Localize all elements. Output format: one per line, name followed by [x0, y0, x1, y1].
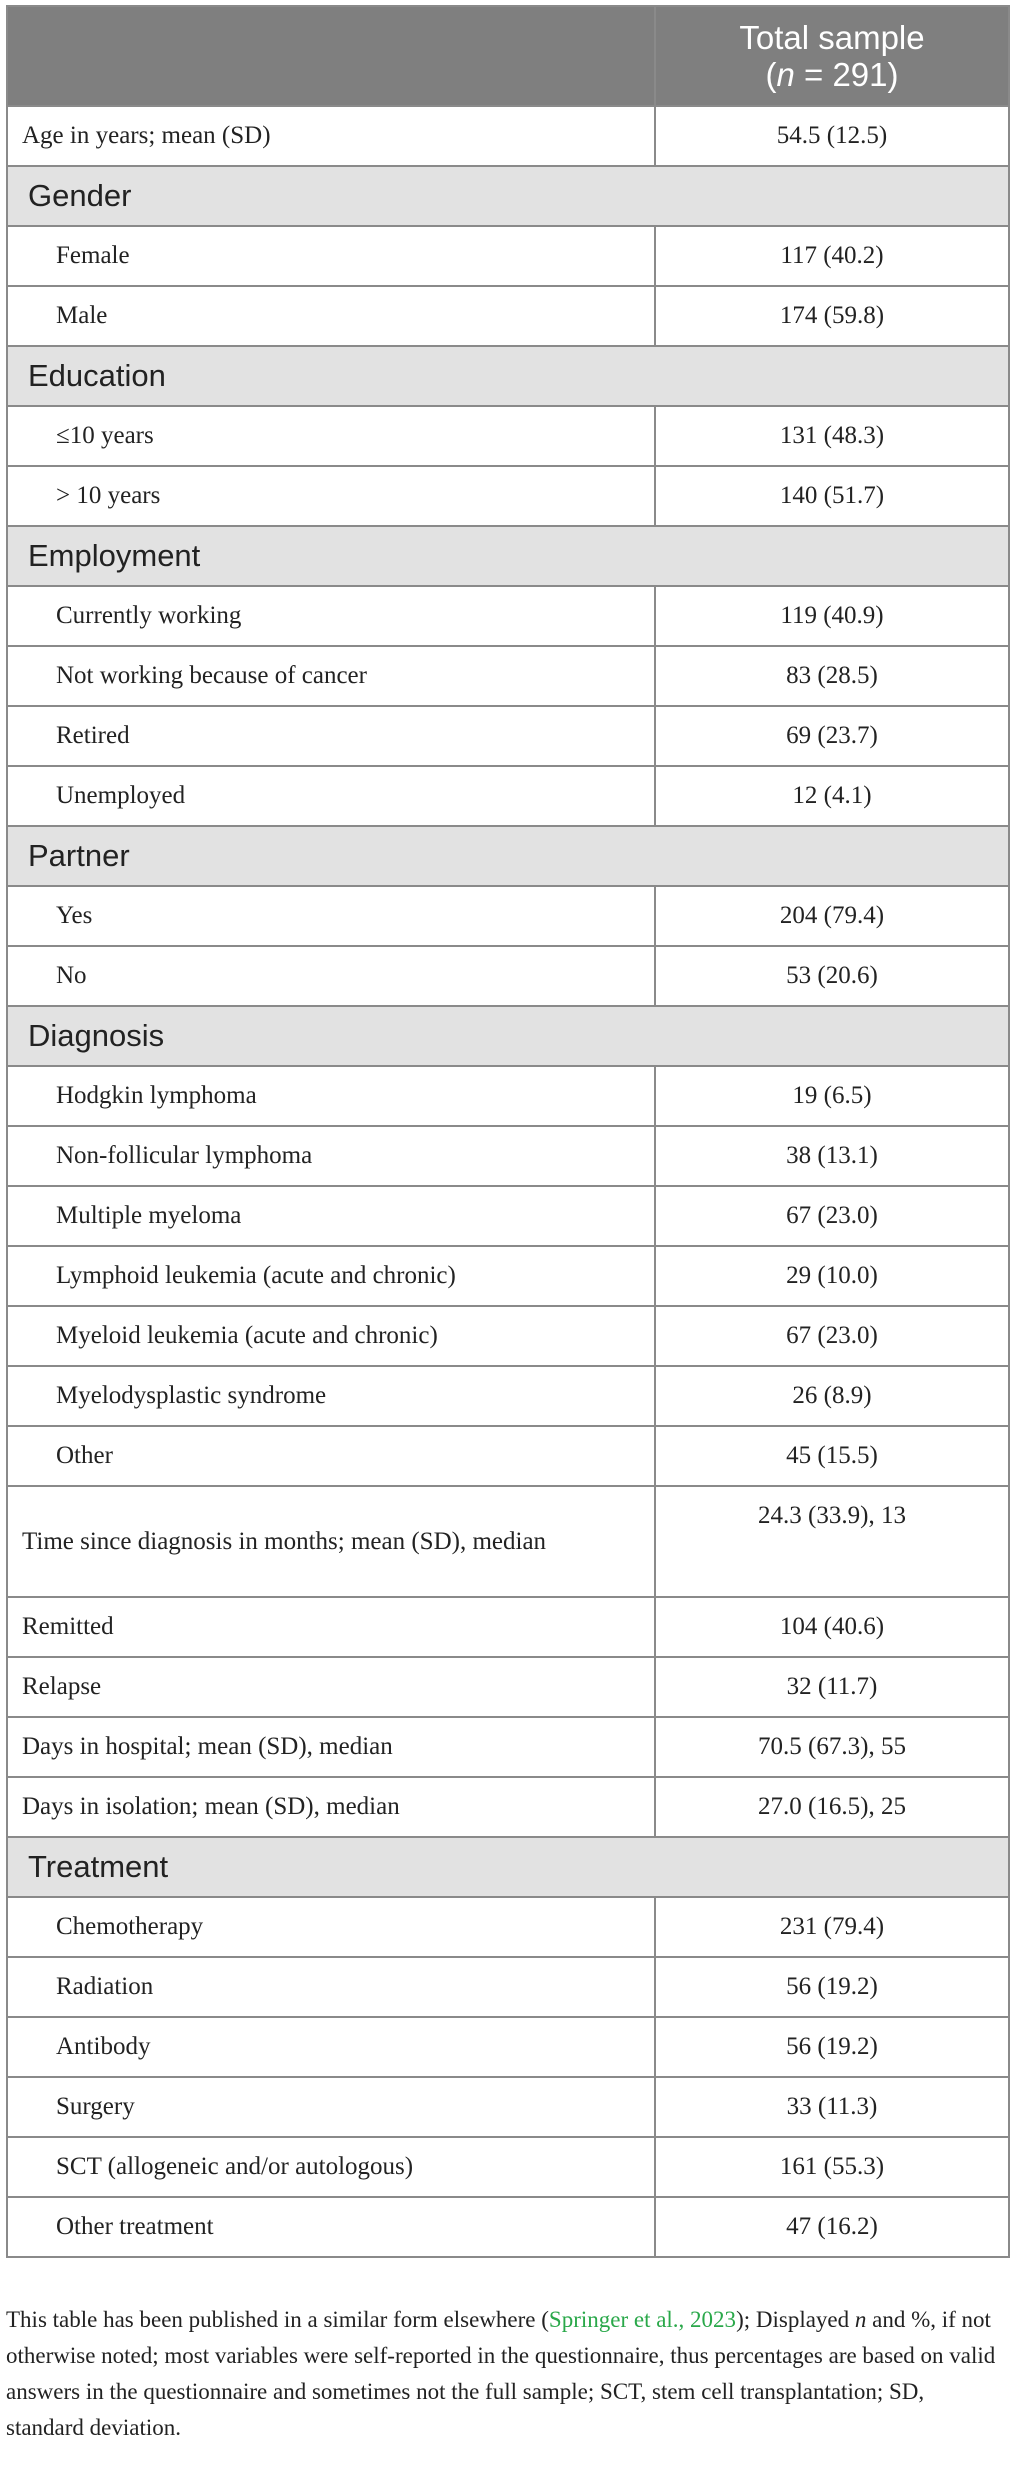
row-label: Myelodysplastic syndrome	[7, 1366, 655, 1426]
table-subrow	[7, 1246, 1009, 1306]
row-label: Relapse	[7, 1657, 655, 1717]
table-subrow	[7, 646, 1009, 706]
section-header-row	[7, 526, 1009, 586]
row-value: 67 (23.0)	[655, 1306, 1009, 1366]
section-header-row	[7, 1837, 1009, 1897]
header-total-sample-label: Total sample	[739, 19, 925, 56]
row-value: 117 (40.2)	[655, 226, 1009, 286]
table-row	[7, 106, 1009, 166]
row-value: 131 (48.3)	[655, 406, 1009, 466]
table-row	[7, 1486, 1009, 1597]
row-label: Remitted	[7, 1597, 655, 1657]
row-value: 56 (19.2)	[655, 1957, 1009, 2017]
row-value: 47 (16.2)	[655, 2197, 1009, 2257]
table-row	[7, 1777, 1009, 1837]
row-value: 140 (51.7)	[655, 466, 1009, 526]
table-subrow	[7, 886, 1009, 946]
header-total-sample	[655, 6, 1009, 106]
citation-link[interactable]: Springer et al., 2023	[548, 2307, 737, 2332]
footnote-text-2: ); Displayed	[736, 2307, 855, 2332]
section-header-label: Diagnosis	[7, 1006, 1009, 1066]
row-label: Unemployed	[7, 766, 655, 826]
row-value: 45 (15.5)	[655, 1426, 1009, 1486]
table-header-row	[7, 6, 1009, 106]
table-subrow	[7, 226, 1009, 286]
table-subrow	[7, 2017, 1009, 2077]
row-value: 32 (11.7)	[655, 1657, 1009, 1717]
row-label: Other	[7, 1426, 655, 1486]
header-n-value: (n = 291)	[765, 56, 899, 93]
row-label: SCT (allogeneic and/or autologous)	[7, 2137, 655, 2197]
table-subrow	[7, 1897, 1009, 1957]
row-label: Female	[7, 226, 655, 286]
row-value: 56 (19.2)	[655, 2017, 1009, 2077]
section-header-label: Employment	[7, 526, 1009, 586]
row-label: Radiation	[7, 1957, 655, 2017]
table-footnote	[6, 2302, 1006, 2446]
header-n-count: = 291)	[794, 56, 899, 93]
demographics-table	[6, 5, 1010, 2258]
table-subrow	[7, 1306, 1009, 1366]
row-label: Multiple myeloma	[7, 1186, 655, 1246]
row-label: > 10 years	[7, 466, 655, 526]
table-subrow	[7, 2137, 1009, 2197]
row-label: Surgery	[7, 2077, 655, 2137]
table-subrow	[7, 286, 1009, 346]
row-label: ≤10 years	[7, 406, 655, 466]
row-label: Hodgkin lymphoma	[7, 1066, 655, 1126]
row-label: Myeloid leukemia (acute and chronic)	[7, 1306, 655, 1366]
table-subrow	[7, 766, 1009, 826]
table-row	[7, 1597, 1009, 1657]
table-subrow	[7, 466, 1009, 526]
table-subrow	[7, 2077, 1009, 2137]
row-value: 70.5 (67.3), 55	[655, 1717, 1009, 1777]
row-value: 24.3 (33.9), 13	[655, 1486, 1009, 1597]
table-body	[7, 106, 1009, 2257]
row-value: 174 (59.8)	[655, 286, 1009, 346]
row-value: 231 (79.4)	[655, 1897, 1009, 1957]
section-header-row	[7, 166, 1009, 226]
section-header-label: Partner	[7, 826, 1009, 886]
section-header-row	[7, 346, 1009, 406]
table-subrow	[7, 1066, 1009, 1126]
row-value: 27.0 (16.5), 25	[655, 1777, 1009, 1837]
row-value: 204 (79.4)	[655, 886, 1009, 946]
section-header-row	[7, 1006, 1009, 1066]
row-label: Age in years; mean (SD)	[7, 106, 655, 166]
section-header-label: Education	[7, 346, 1009, 406]
table-subrow	[7, 2197, 1009, 2257]
section-header-label: Gender	[7, 166, 1009, 226]
row-label: Time since diagnosis in months; mean (SD), median	[7, 1486, 655, 1597]
row-label: Other treatment	[7, 2197, 655, 2257]
table-subrow	[7, 946, 1009, 1006]
row-value: 83 (28.5)	[655, 646, 1009, 706]
row-label: Not working because of cancer	[7, 646, 655, 706]
table-subrow	[7, 406, 1009, 466]
row-value: 67 (23.0)	[655, 1186, 1009, 1246]
header-n-symbol: n	[776, 56, 795, 93]
row-value: 69 (23.7)	[655, 706, 1009, 766]
table-subrow	[7, 1957, 1009, 2017]
table-subrow	[7, 1426, 1009, 1486]
header-blank-cell	[7, 6, 655, 106]
row-value: 19 (6.5)	[655, 1066, 1009, 1126]
row-label: Non-follicular lymphoma	[7, 1126, 655, 1186]
demographics-table-container	[6, 5, 1008, 2258]
row-label: Antibody	[7, 2017, 655, 2077]
table-subrow	[7, 586, 1009, 646]
footnote-text-1: This table has been published in a similar form elsewhere (	[6, 2307, 549, 2332]
section-header-label: Treatment	[7, 1837, 1009, 1897]
table-subrow	[7, 706, 1009, 766]
table-subrow	[7, 1186, 1009, 1246]
row-label: Male	[7, 286, 655, 346]
row-value: 161 (55.3)	[655, 2137, 1009, 2197]
row-value: 53 (20.6)	[655, 946, 1009, 1006]
table-subrow	[7, 1366, 1009, 1426]
row-label: Lymphoid leukemia (acute and chronic)	[7, 1246, 655, 1306]
row-value: 54.5 (12.5)	[655, 106, 1009, 166]
row-value: 119 (40.9)	[655, 586, 1009, 646]
row-value: 29 (10.0)	[655, 1246, 1009, 1306]
footnote-text-3: and %, if not otherwise noted; most variables were self-reported in the questionnaire, thus percentages are based on valid answers in the questionnaire and sometimes not the full sample; SCT, stem cell transplantation; SD, standard deviation.	[6, 2307, 996, 2440]
row-label: Yes	[7, 886, 655, 946]
row-value: 104 (40.6)	[655, 1597, 1009, 1657]
row-label: Days in hospital; mean (SD), median	[7, 1717, 655, 1777]
table-subrow	[7, 1126, 1009, 1186]
table-row	[7, 1657, 1009, 1717]
row-value: 12 (4.1)	[655, 766, 1009, 826]
row-label: Chemotherapy	[7, 1897, 655, 1957]
row-label: Currently working	[7, 586, 655, 646]
row-label: Retired	[7, 706, 655, 766]
row-label: Days in isolation; mean (SD), median	[7, 1777, 655, 1837]
footnote-n-symbol: n	[854, 2307, 867, 2332]
row-value: 26 (8.9)	[655, 1366, 1009, 1426]
row-value: 33 (11.3)	[655, 2077, 1009, 2137]
table-row	[7, 1717, 1009, 1777]
section-header-row	[7, 826, 1009, 886]
row-label: No	[7, 946, 655, 1006]
row-value: 38 (13.1)	[655, 1126, 1009, 1186]
